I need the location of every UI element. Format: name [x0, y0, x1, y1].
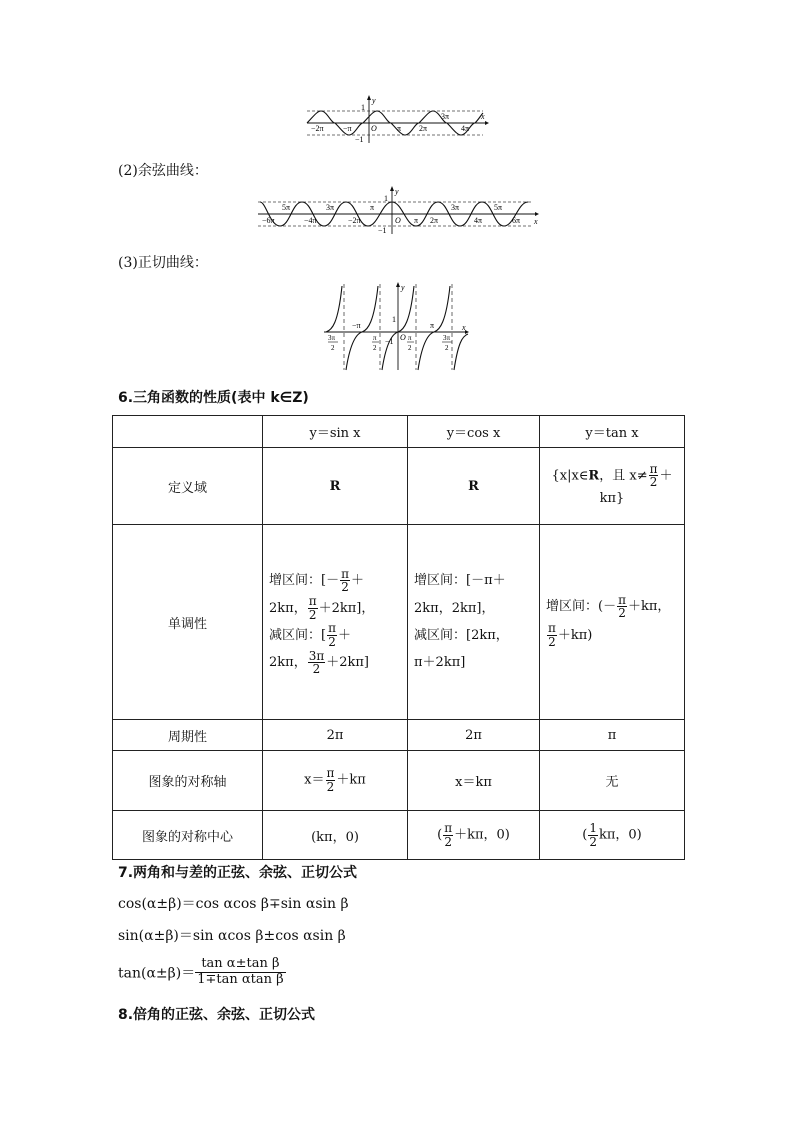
tick-pi: π [397, 124, 402, 133]
table-row-period [113, 720, 685, 751]
origin-label: O [371, 124, 377, 133]
center-tan: ( $\frac{1}{2}$ kπ，0) [540, 811, 685, 860]
origin-label: O [395, 216, 401, 225]
table-row-symmetry-axis [113, 751, 685, 811]
axis-cos: x＝kπ [408, 751, 540, 811]
row-label-domain: 定义域 [113, 448, 263, 525]
tick-lower: −2π [348, 216, 361, 225]
one-label: 1 [392, 315, 396, 324]
tangent-branch-5 [454, 334, 468, 370]
x-label: x [462, 323, 466, 332]
tick-lower: 4π [474, 216, 483, 225]
y-label: y [395, 187, 399, 196]
section-8-title: 8.倍角的正弦、余弦、正切公式 [118, 1007, 316, 1023]
tick-3pi-2-num: 3π [443, 334, 451, 342]
period-tan: π [540, 720, 685, 751]
mono-sin: 增区间：[－ $\frac{\pi}{2}$ ＋ 2kπ， $\frac{\pi}{2}$ ＋2kπ]， 减区间：[ $\frac{\pi}{2}$ ＋ 2kπ， $\frac{3\pi}{2}$ ＋2kπ] [263, 525, 408, 720]
cosine-graph [256, 186, 541, 236]
domain-cos: R [408, 448, 540, 525]
header-empty [113, 416, 263, 448]
tick-lower: −6π [262, 216, 275, 225]
tick-pi-2-num: π [408, 334, 412, 342]
period-sin: 2π [263, 720, 408, 751]
table-header-row [113, 416, 685, 448]
tick-upper: π [370, 203, 375, 212]
tick-neg-pi-2-num: π [373, 334, 377, 342]
tick-lower: 2π [430, 216, 439, 225]
table-row-domain [113, 448, 685, 525]
row-label-symmetry-center: 图象的对称中心 [113, 811, 263, 860]
y-label: y [401, 283, 405, 292]
tick-neg-3pi-2-num: 3π [328, 334, 336, 342]
tick-upper: 3π [451, 203, 460, 212]
one-label: 1 [361, 103, 365, 112]
tick-4pi: 4π [461, 124, 470, 133]
tick-lower: −4π [304, 216, 317, 225]
neg-one-label: −1 [355, 135, 364, 144]
header-tan: y＝tan x [540, 416, 685, 448]
table-row-symmetry-center [113, 811, 685, 860]
one-label: 1 [384, 194, 388, 203]
section-7-title: 7.两角和与差的正弦、余弦、正切公式 [118, 865, 358, 881]
mono-tan: 增区间：(－ $\frac{\pi}{2}$ ＋kπ， $\frac{\pi}{2}$ ＋kπ) [540, 525, 685, 720]
tick-neg-pi: −π [343, 124, 352, 133]
domain-tan: {x|x∈R，且 x≠ $\frac{\pi}{2}$ ＋ kπ} [540, 448, 685, 525]
domain-sin: R [263, 448, 408, 525]
tick-2pi: 2π [419, 124, 428, 133]
tick-neg-pi: −π [352, 321, 361, 330]
tick-neg-pi-2-den: 2 [373, 344, 377, 352]
tick-pi: π [430, 321, 435, 330]
tick-neg-3pi-2-den: 2 [331, 344, 335, 352]
tick-upper: 5π [494, 203, 503, 212]
tick-upper: π [414, 216, 419, 225]
tick-neg-2pi: −2π [311, 124, 324, 133]
trig-properties-table [112, 415, 685, 860]
tick-3pi: 3π [441, 112, 450, 121]
axis-sin: x＝ $\frac{\pi}{2}$ ＋kπ [263, 751, 408, 811]
x-label: x [481, 112, 485, 121]
section-6-title: 6.三角函数的性质(表中 k∈Z) [118, 390, 309, 406]
header-cos: y＝cos x [408, 416, 540, 448]
y-label: y [372, 96, 376, 105]
tangent-graph [322, 282, 472, 372]
formula-tan-sum: tan(α±β)＝ $\frac{\text{tan α±tan β}}{\text{1∓tan αtan β}}$ [118, 956, 284, 987]
tick-upper: 3π [326, 203, 335, 212]
tick-3pi-2-den: 2 [445, 344, 449, 352]
x-label: x [534, 217, 538, 226]
tangent-branch-2 [346, 286, 378, 370]
table-row-monotonicity [113, 525, 685, 720]
formula-sin-sum: sin(α±β)＝sin αcos β±cos αsin β [118, 928, 346, 944]
header-sin: y＝sin x [263, 416, 408, 448]
sine-graph [305, 95, 490, 145]
axis-tan: 无 [540, 751, 685, 811]
row-label-period: 周期性 [113, 720, 263, 751]
mono-cos: 增区间：[－π＋ 2kπ，2kπ]， 减区间：[2kπ， π＋2kπ] [408, 525, 540, 720]
tangent-branch-1 [326, 286, 342, 332]
tick-pi-2-den: 2 [408, 344, 412, 352]
center-cos: ( $\frac{\pi}{2}$ ＋kπ，0) [408, 811, 540, 860]
origin-label: O [400, 333, 406, 342]
tangent-heading: (3)正切曲线： [118, 255, 208, 271]
neg-one-label: −1 [385, 337, 394, 346]
period-cos: 2π [408, 720, 540, 751]
row-label-symmetry-axis: 图象的对称轴 [113, 751, 263, 811]
row-label-monotonicity: 单调性 [113, 525, 263, 720]
cosine-heading: (2)余弦曲线： [118, 163, 208, 179]
neg-one-label: −1 [378, 226, 387, 235]
tick-upper: 5π [282, 203, 291, 212]
formula-cos-sum: cos(α±β)＝cos αcos β∓sin αsin β [118, 896, 349, 912]
tick-lower: 6π [512, 216, 521, 225]
center-sin: (kπ，0) [263, 811, 408, 860]
